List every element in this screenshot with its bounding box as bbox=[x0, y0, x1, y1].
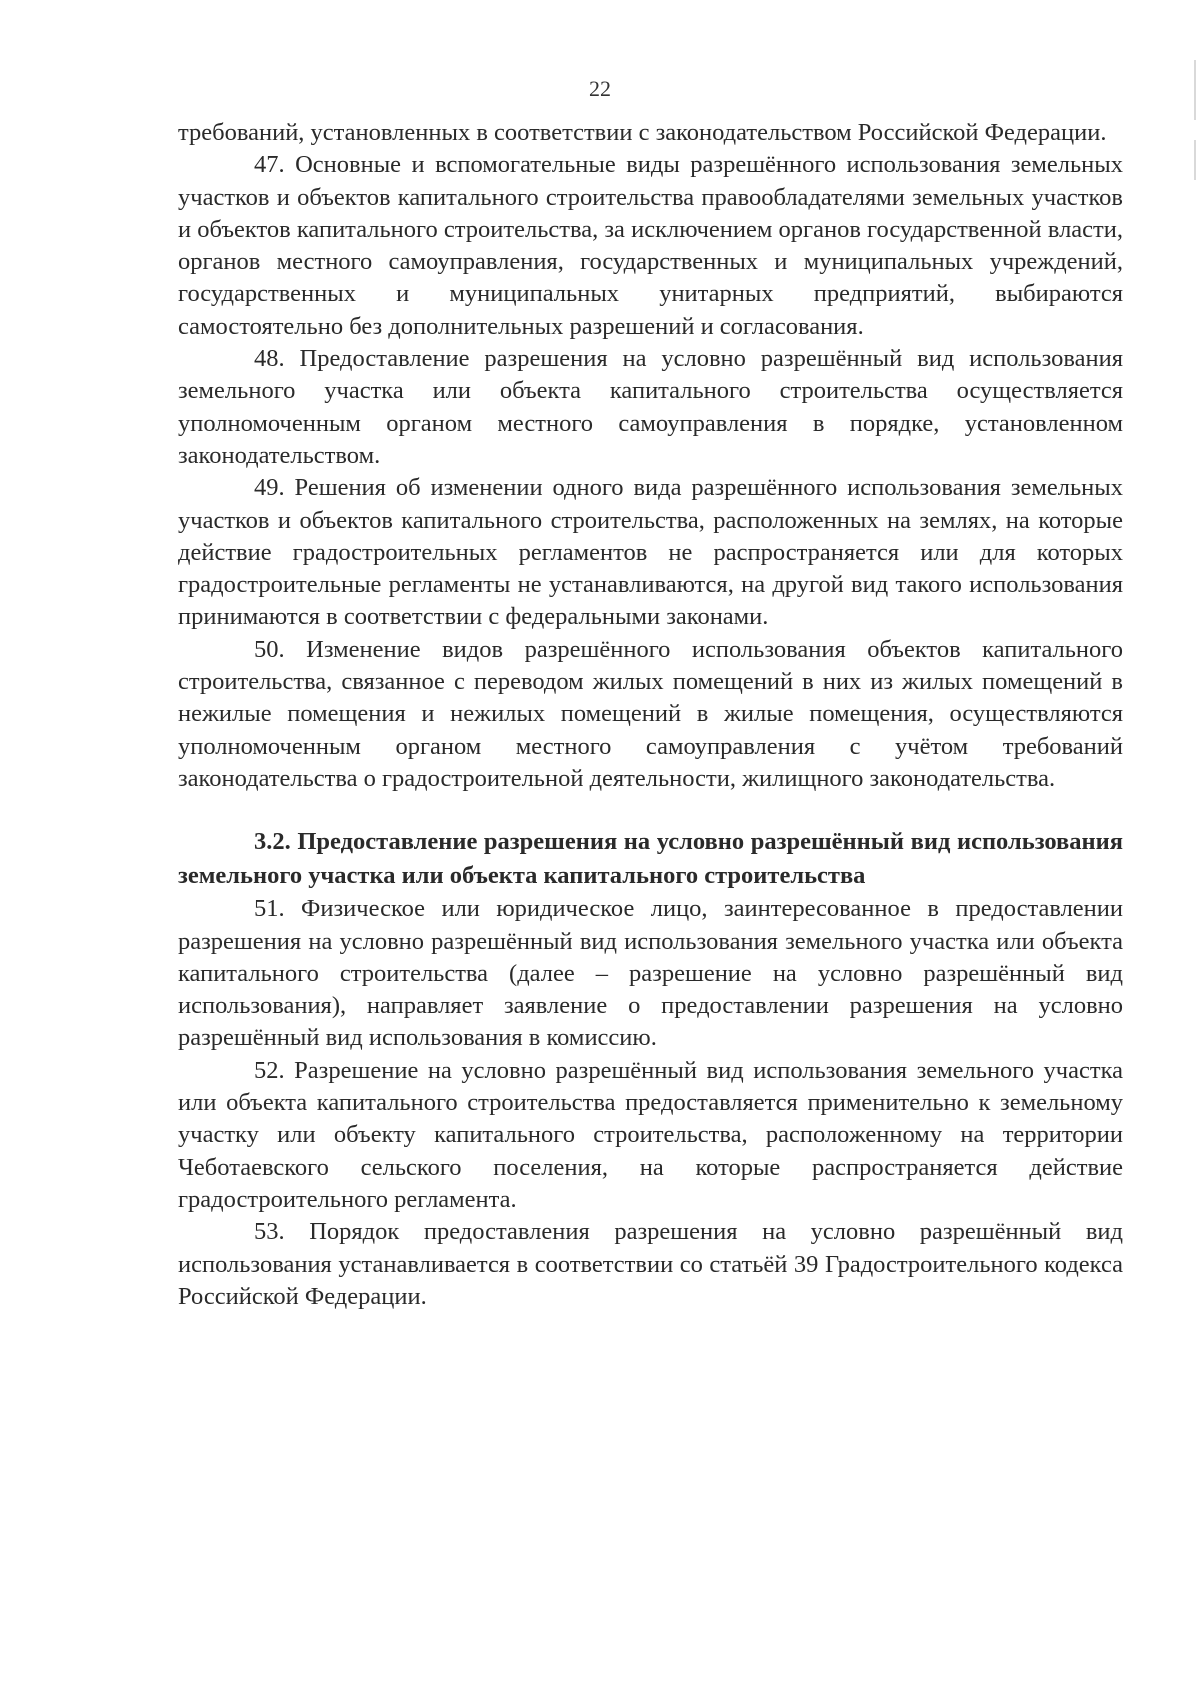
paragraph-52: 52. Разрешение на условно разрешённый вид использования земельного участка или объекта капитального строительства предоставляется применительно к земельному участку или объекту капитального строительства, расположенному на территории Чеботаевского сельского поселения, на которые распространяется действие градостроительного регламента. bbox=[178, 1056, 1123, 1213]
paragraph-47: 47. Основные и вспомогательные виды разрешённого использования земельных участков и объектов капитального строительства правообладателями земельных участков и объектов капитального строительства, за исключением органов государственной власти, органов местного самоуправления, государственных и муниципальных учреждений, государственных и муниципальных унитарных предприятий, выбираются самостоятельно без дополнительных разрешений и согласования. bbox=[178, 151, 1123, 340]
paragraph-51: 51. Физическое или юридическое лицо, заинтересованное в предоставлении разрешения на условно разрешённый вид использования земельного участка или объекта капитального строительства (далее – разрешение на условно разрешённый вид использования), направляет заявление о предоставлении разрешения на условно разрешённый вид использования в комиссию. bbox=[178, 895, 1123, 1052]
scan-edge-mark bbox=[1194, 140, 1196, 180]
paragraph-continuation: требований, установленных в соответствии с законодательством Российской Федерации. bbox=[178, 119, 1107, 146]
paragraph-50: 50. Изменение видов разрешённого использования объектов капитального строительства, связанное с переводом жилых помещений в них из жилых помещений в нежилые помещения и нежилых помещений в жилые помещения, осуществляются уполномоченным органом местного самоуправления с учётом требований законодательства о градостроительной деятельности, жилищного законодательства. bbox=[178, 635, 1123, 792]
paragraph-49: 49. Решения об изменении одного вида разрешённого использования земельных участков и объектов капитального строительства, расположенных на землях, на которые действие градостроительных регламентов не распространяется или для которых градостроительные регламенты не устанавливаются, на другой вид такого использования принимаются в соответствии с федеральными законами. bbox=[178, 474, 1123, 631]
paragraph-48: 48. Предоставление разрешения на условно разрешённый вид использования земельного участка или объекта капитального строительства осуществляется уполномоченным органом местного самоуправления в порядке, установленном законодательством. bbox=[178, 345, 1123, 469]
page-number: 22 bbox=[589, 76, 611, 101]
document-body bbox=[178, 117, 1123, 1313]
paragraph-53: 53. Порядок предоставления разрешения на условно разрешённый вид использования устанавливается в соответствии со статьёй 39 Градостроительного кодекса Российской Федерации. bbox=[178, 1218, 1123, 1310]
section-heading-3-2: 3.2. Предоставление разрешения на условно разрешённый вид использования земельного участка или объекта капитального строительства bbox=[178, 828, 1123, 890]
